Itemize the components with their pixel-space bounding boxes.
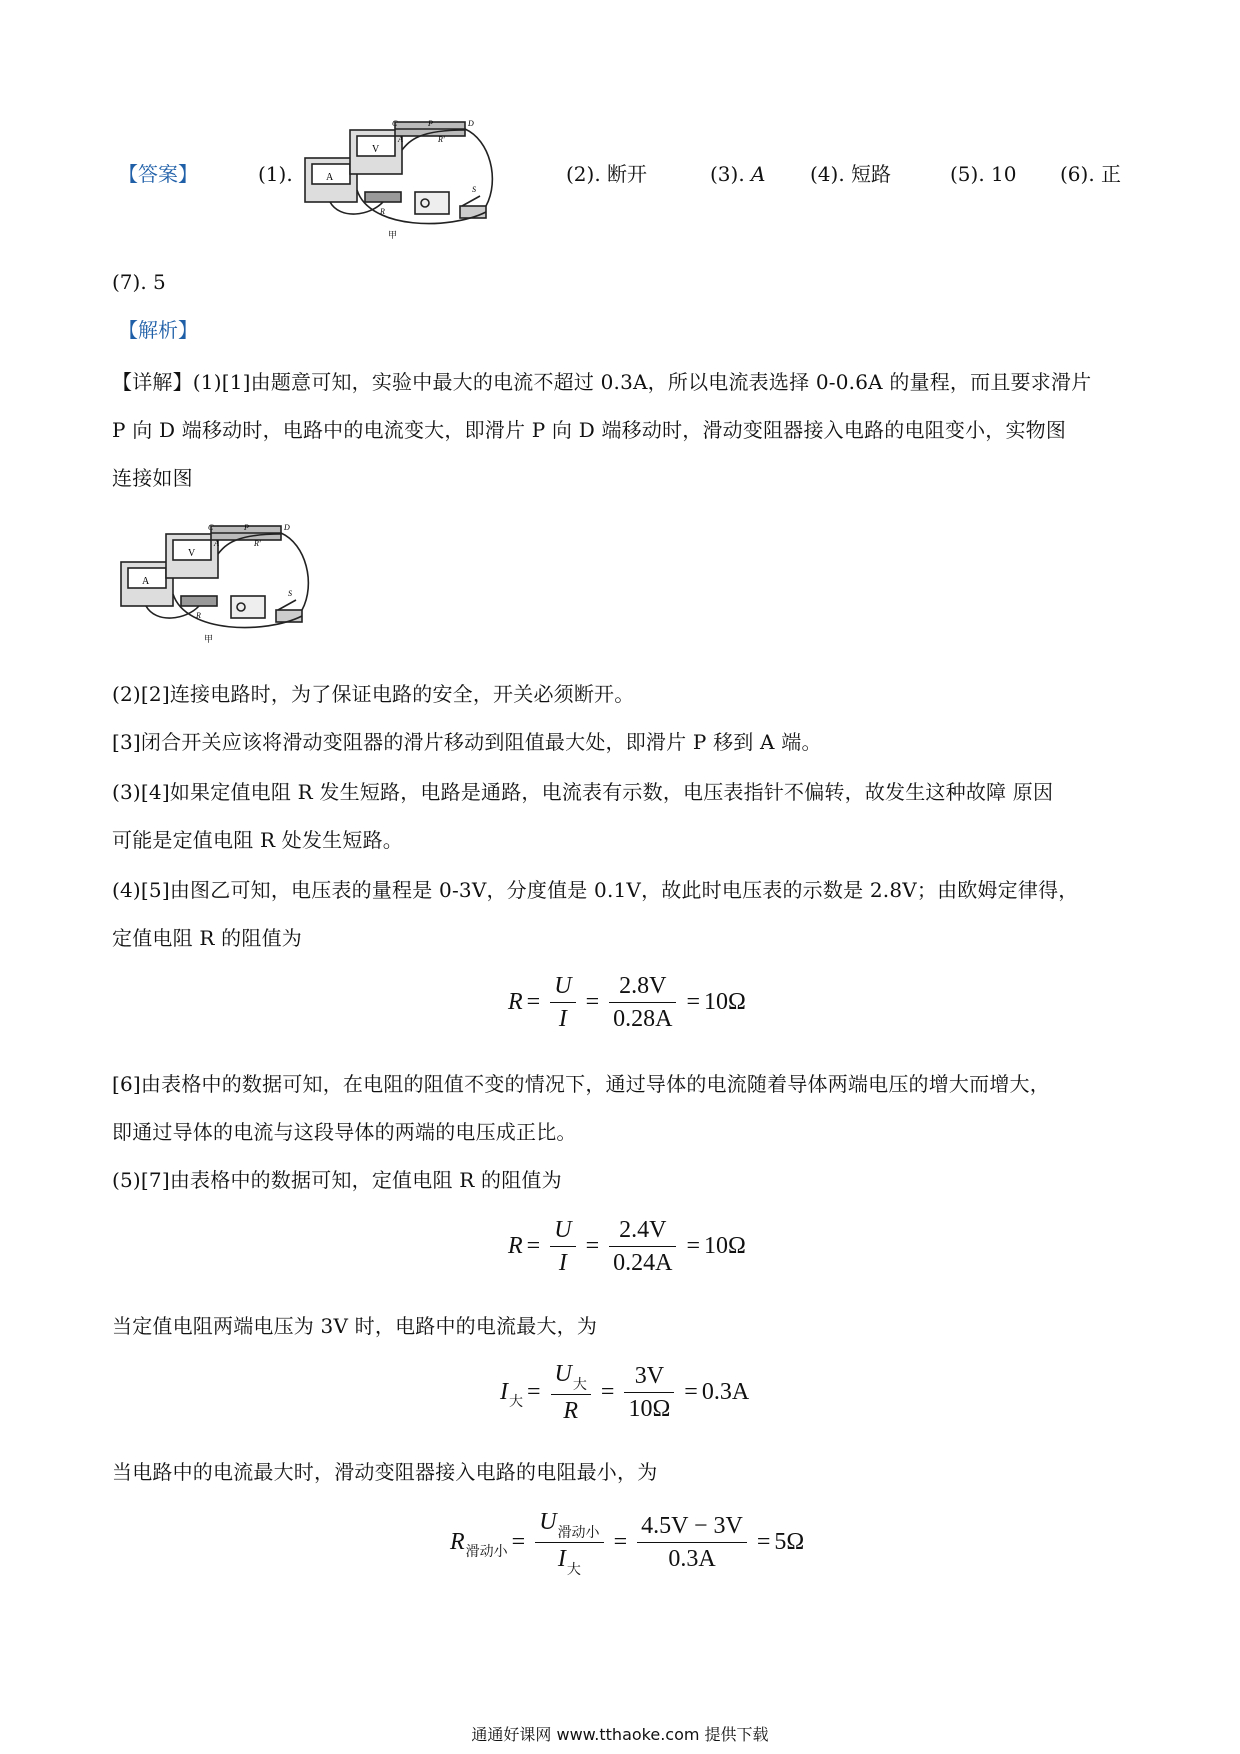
detail-p3: [3]闭合开关应该将滑动变阻器的滑片移动到阻值最大处，即滑片 P 移到 A 端。 [112,730,822,754]
eq3-num2: 3V [634,1363,665,1389]
label-s-2: S [288,589,292,598]
eq3-den1: R [563,1398,579,1424]
eq2-den1: I [558,1250,567,1276]
answer-item-2: (2). 断开 [566,162,648,186]
answer-item-5: (5). 10 [950,162,1017,186]
eq1-num1: U [554,973,572,999]
eq3-lhs-sub: 大 [509,1394,523,1410]
label-voltmeter: V [372,144,380,155]
label-p: P [428,120,433,128]
detail-p5-line1: (4)[5]由图乙可知，电压表的量程是 0-3V，分度值是 0.1V，故此时电压表的示数是 2.8V；由欧姆定律得， [112,878,1079,902]
eq3-lhs: I [500,1379,508,1405]
answer-tag: 【答案】 [118,162,198,186]
label-ammeter: A [326,172,334,183]
label-ammeter-2: A [142,576,150,587]
label-c-2: C [208,524,214,532]
eq1-rhs: 10Ω [704,989,746,1015]
detail-p7: (5)[7]由表格中的数据可知，定值电阻 R 的阻值为 [112,1168,562,1192]
eq2-num2: 2.4V [619,1217,667,1243]
eq3-num1: U [554,1361,572,1387]
label-rprime-2: R' [254,539,261,548]
eq1-den2: 0.28A [613,1006,673,1032]
detail-p6-line2: 即通过导体的电流与这段导体的两端的电压成正比。 [112,1120,577,1144]
label-voltmeter-2: V [188,548,196,559]
detail-p4-line2: 可能是定值电阻 R 处发生短路。 [112,828,403,852]
eq2-lhs: R [508,1233,523,1259]
eq1-num2: 2.8V [619,973,667,999]
label-caption: 甲 [388,230,398,240]
equation-2: R = $\frac{U}{I}$ = $\frac{2.4V}{0.24A}$ = 10Ω [508,1214,746,1279]
eq4-num2: 4.5V − 3V [641,1513,743,1539]
label-caption-2: 甲 [204,634,214,644]
detail-p6-line1: [6]由表格中的数据可知，在电阻的阻值不变的情况下，通过导体的电流随着导体两端电压的增大而增大， [112,1072,1050,1096]
answer-item-3-label: (3). [710,162,745,186]
label-s: S [472,185,476,194]
label-r-2: R [196,611,201,620]
detail-p1-line2: P 向 D 端移动时，电路中的电流变大，即滑片 P 向 D 端移动时，滑动变阻器接入电路的电阻变小，实物图 [112,418,1067,442]
detail-p1-line1: 【详解】(1)[1]由题意可知，实验中最大的电流不超过 0.3A，所以电流表选择 0-0.6A 的量程，而且要求滑片 [112,370,1092,394]
eq3-rhs: 0.3A [701,1379,750,1405]
answer-item-7: (7). 5 [112,270,166,294]
eq4-den1-sub: 大 [566,1563,581,1578]
eq4-den2: 0.3A [668,1546,716,1572]
detail-p8: 当定值电阻两端电压为 3V 时，电路中的电流最大，为 [112,1314,598,1338]
label-c: C [392,120,398,128]
circuit-diagram-detail [116,524,346,646]
label-d: D [468,120,474,128]
eq4-lhs: R [450,1529,465,1555]
answer-item-3-value: A [751,162,766,186]
eq4-den1: I [557,1546,566,1572]
label-rprime: R' [438,135,445,144]
eq4-num1: U [539,1509,557,1535]
equation-4: R 滑动小 = $\frac{U_{滑动小}}{I_大}$ = $\frac{4.5V - 3V}{0.3A}$ = 5Ω [450,1509,805,1578]
label-r: R [380,207,385,216]
detail-p9: 当电路中的电流最大时，滑动变阻器接入电路的电阻最小，为 [112,1460,658,1484]
equation-3: I 大 = $\frac{U_大}{R}$ = $\frac{3V}{10\Omega}$ = 0.3A [500,1358,749,1427]
eq2-den2: 0.24A [613,1250,673,1276]
answer-item-6: (6). 正 [1060,162,1122,186]
eq4-rhs: 5Ω [774,1529,805,1555]
answer-item-3 [710,160,766,188]
analysis-tag: 【解析】 [118,318,198,342]
eq3-num1-sub: 大 [572,1378,587,1393]
circuit-diagram-answer [300,120,530,242]
eq3-den2: 10Ω [628,1396,671,1422]
label-p-2: P [244,524,249,532]
eq4-lhs-sub: 滑动小 [465,1544,508,1560]
detail-p2: (2)[2]连接电路时，为了保证电路的安全，开关必须断开。 [112,682,635,706]
equation-1: R = $\frac{U}{I}$ = $\frac{2.8V}{0.28A}$ = 10Ω [508,970,746,1035]
eq2-num1: U [554,1217,572,1243]
detail-p4-line1: (3)[4]如果定值电阻 R 发生短路，电路是通路，电流表有示数，电压表指针不偏转，故发生这种故障 原因 [112,780,1054,804]
eq2-rhs: 10Ω [704,1233,746,1259]
answer-item-1: (1). [258,162,293,186]
label-d-2: D [284,524,290,532]
detail-p1-line3: 连接如图 [112,466,193,490]
detail-p5-line2: 定值电阻 R 的阻值为 [112,926,302,950]
eq1-den1: I [558,1006,567,1032]
eq4-num1-sub: 滑动小 [557,1526,600,1541]
answer-item-4: (4). 短路 [810,162,892,186]
label-a-end: A [398,135,403,144]
label-a-end-2: A [214,539,219,548]
page-footer: 通通好课网 www.tthaoke.com 提供下载 [471,1725,769,1744]
eq1-lhs: R [508,989,523,1015]
